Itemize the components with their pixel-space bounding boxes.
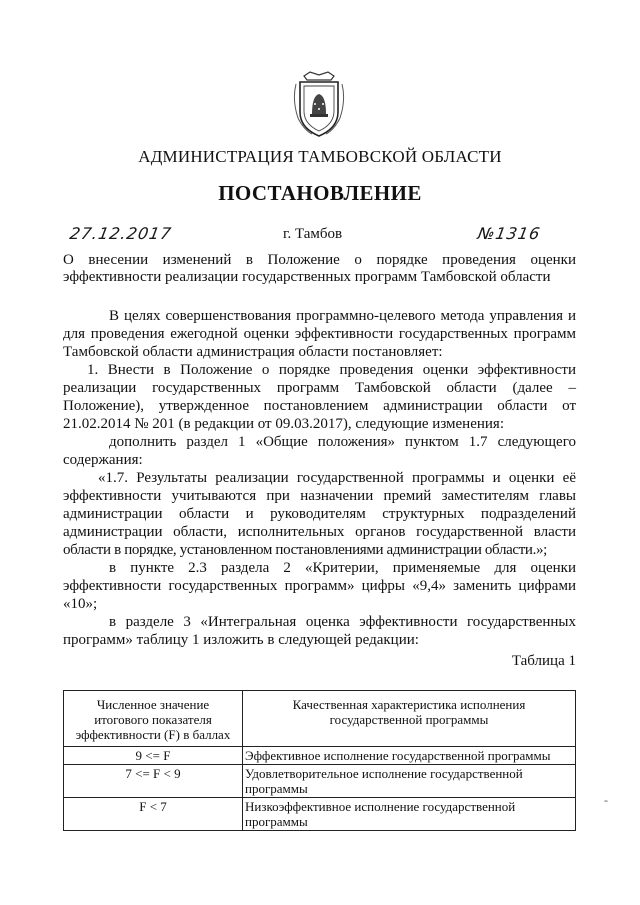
body-line: «10»; [63,596,98,612]
cell-description: Низкоэффективное исполнение государственной программы [243,798,576,831]
header-cell-value [64,691,243,747]
body-line: «1.7. Результаты реализации государственной программы и оценки её [98,470,576,486]
body-line: в пункте 2.3 раздела 2 «Критерии, применяемые для оценки [109,560,576,576]
table-row [64,765,576,798]
body-line: содержания: [63,452,143,468]
table-row [64,798,576,831]
body-line: для проведения ежегодной оценки эффективности государственных программ [63,326,576,342]
body-line: 21.02.2014 № 201 (в редакции от 09.03.2017), следующие изменения: [63,416,504,432]
body-line: дополнить раздел 1 «Общие положения» пунктом 1.7 следующего [109,434,576,450]
header-text: Качественная характеристика исполнения [292,697,526,712]
header-text: итогового показателя [94,712,212,727]
document-title: ПОСТАНОВЛЕНИЕ [218,181,422,205]
city: г. Тамбов [283,226,343,242]
header-cell-description [243,691,576,747]
organization-name: АДМИНИСТРАЦИЯ ТАМБОВСКОЙ ОБЛАСТИ [138,147,502,166]
body-line: 1. Внести в Положение о порядке проведения оценки эффективности [87,362,576,378]
body-line: Положение), утвержденное постановлением администрации области от [63,398,576,414]
handwritten-date: 27.12.2017 [68,224,174,243]
body-line: эффективности учитываются при назначении премий заместителям главы [63,488,576,504]
table-caption: Таблица 1 [511,653,576,669]
handwritten-number: №1316 [476,224,543,243]
coat-of-arms-icon [290,70,348,140]
body-line: реализации государственных программ Тамбовской области (далее – [63,380,576,396]
body-line: администрации области, исполнительных органов государственной власти [63,524,576,540]
body-line: области в порядке, установленном постановлениями администрации области.»; [63,542,547,558]
table-row [64,747,576,765]
body-line: в разделе 3 «Интегральная оценка эффективности государственных [109,614,576,630]
body-line: В целях совершенствования программно-целевого метода управления и [109,308,576,324]
header-text: Численное значение [96,697,210,712]
cell-description: Эффективное исполнение государственной программы [243,747,576,765]
body-line: программ» таблицу 1 изложить в следующей редакции: [63,632,419,648]
cell-value: 9 <= F [64,747,243,765]
cell-value: 7 <= F < 9 [64,765,243,798]
body-line: администрации области и руководителям структурных подразделений [63,506,576,522]
header-text: эффективности (F) в баллах [75,727,231,742]
efficiency-table [63,690,576,831]
margin-mark: - [604,793,608,807]
subject-line: О внесении изменений в Положение о порядке проведения оценки [63,252,576,268]
header-text: государственной программы [329,712,489,727]
body-line: Тамбовской области администрация области постановляет: [63,344,443,360]
table-header-row [64,691,576,747]
subject-line: эффективности реализации государственных программ Тамбовской области [63,269,551,285]
cell-description: Удовлетворительное исполнение государственной программы [243,765,576,798]
body-line: эффективности государственных программ» цифры «9,4» заменить цифрами [63,578,576,594]
cell-value: F < 7 [64,798,243,831]
